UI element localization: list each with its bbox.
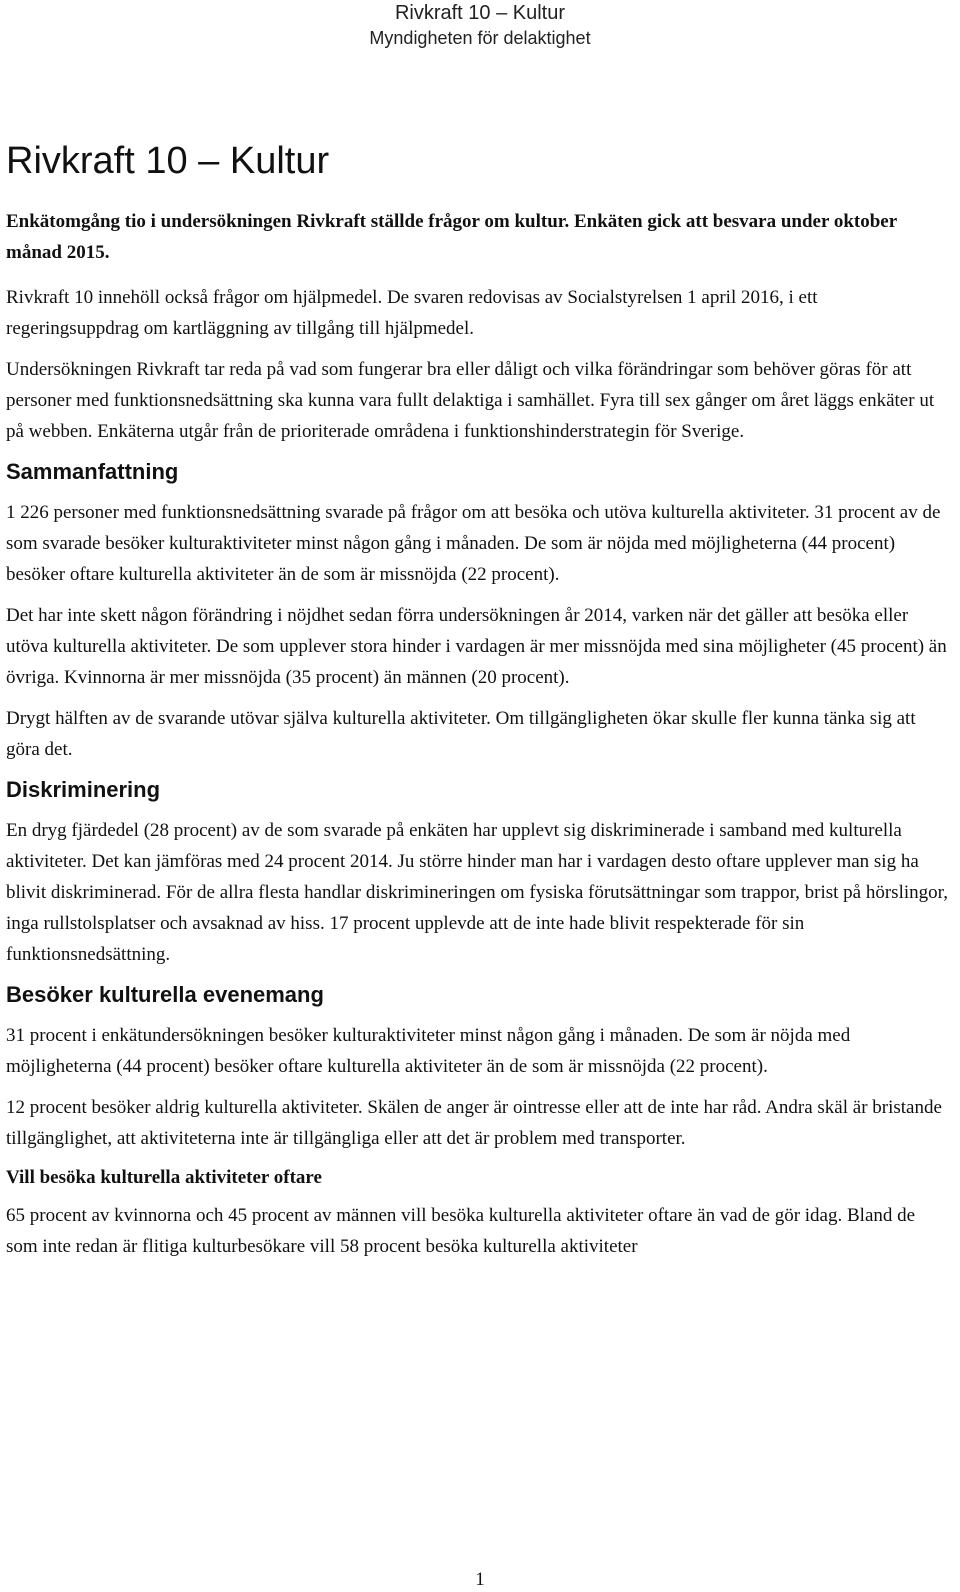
document-title: Rivkraft 10 – Kultur <box>6 140 330 182</box>
subsection-heading: Vill besöka kulturella aktiviteter oftare <box>6 1167 322 1188</box>
body-paragraph: 65 procent av kvinnorna och 45 procent av männen vill besöka kulturella aktiviteter oftare än vad de gör idag. Bland de som inte redan är flitiga kulturbesökare vill 58 procent besöka kulturella aktiviteter <box>6 1205 916 1257</box>
header-title: Rivkraft 10 – Kultur <box>394 2 566 24</box>
body-paragraph: 1 226 personer med funktionsnedsättning svarade på frågor om att besöka och utöva kulturella aktiviteter. 31 procent av de som svarade besöker kulturaktiviteter minst någon gång i månaden. De som är nöjda med möjligheterna (44 procent) besöker oftare kulturella aktiviteter än de som är missnöjda (22 procent). <box>6 502 941 585</box>
section-heading-diskriminering: Diskriminering <box>6 777 161 802</box>
document-body <box>6 138 950 1272</box>
body-paragraph: 31 procent i enkätundersökningen besöker kulturaktiviteter minst någon gång i månaden. De som är nöjda med möjligheterna (44 procent) besöker oftare kulturella aktiviteter än de som är missnöjda (22 procent). <box>6 1025 851 1077</box>
header-subtitle: Myndigheten för delaktighet <box>369 28 591 48</box>
body-paragraph: En dryg fjärdedel (28 procent) av de som svarade på enkäten har upplevt sig diskriminerade i samband med kulturella aktiviteter. Det kan jämföras med 24 procent 2014. Ju större hinder man har i vardagen desto oftare upplever man sig ha blivit diskriminerad. För de allra flesta handlar diskrimineringen om fysiska förutsättningar som trappor, brist på hörslingor, inga rullstolsplatser och avsaknad av hiss. 17 procent upplevde att de inte hade blivit respekterade för sin funktionsnedsättning. <box>6 820 948 965</box>
intro-paragraph: Rivkraft 10 innehöll också frågor om hjälpmedel. De svaren redovisas av Socialstyrelsen 1 april 2016, i ett regeringsuppdrag om kartläggning av tillgång till hjälpmedel. <box>6 287 818 339</box>
page-header <box>0 0 960 50</box>
lead-paragraph: Enkätomgång tio i undersökningen Rivkraft ställde frågor om kultur. Enkäten gick att besvara under oktober månad 2015. <box>6 211 897 263</box>
page-number: 1 <box>475 1569 485 1590</box>
body-paragraph: Drygt hälften av de svarande utövar själva kulturella aktiviteter. Om tillgängligheten ökar skulle fler kunna tänka sig att göra det. <box>6 708 916 760</box>
intro-paragraph: Undersökningen Rivkraft tar reda på vad som fungerar bra eller dåligt och vilka förändringar som behöver göras för att personer med funktionsnedsättning ska kunna vara fullt delaktiga i samhället. Fyra till sex gånger om året läggs enkäter ut på webben. Enkäterna utgår från de prioriterade områdena i funktionshinderstrategin för Sverige. <box>6 359 935 442</box>
section-heading-sammanfattning: Sammanfattning <box>6 459 179 484</box>
body-paragraph: Det har inte skett någon förändring i nöjdhet sedan förra undersökningen år 2014, varken när det gäller att besöka eller utöva kulturella aktiviteter. De som upplever stora hinder i vardagen är mer missnöjda med sina möjligheter (45 procent) än övriga. Kvinnorna är mer missnöjda (35 procent) än männen (20 procent). <box>6 605 947 688</box>
body-paragraph: 12 procent besöker aldrig kulturella aktiviteter. Skälen de anger är ointresse eller att de inte har råd. Andra skäl är bristande tillgänglighet, att aktiviteterna inte är tillgängliga eller att det är problem med transporter. <box>6 1097 942 1149</box>
section-heading-besoker: Besöker kulturella evenemang <box>6 982 324 1007</box>
